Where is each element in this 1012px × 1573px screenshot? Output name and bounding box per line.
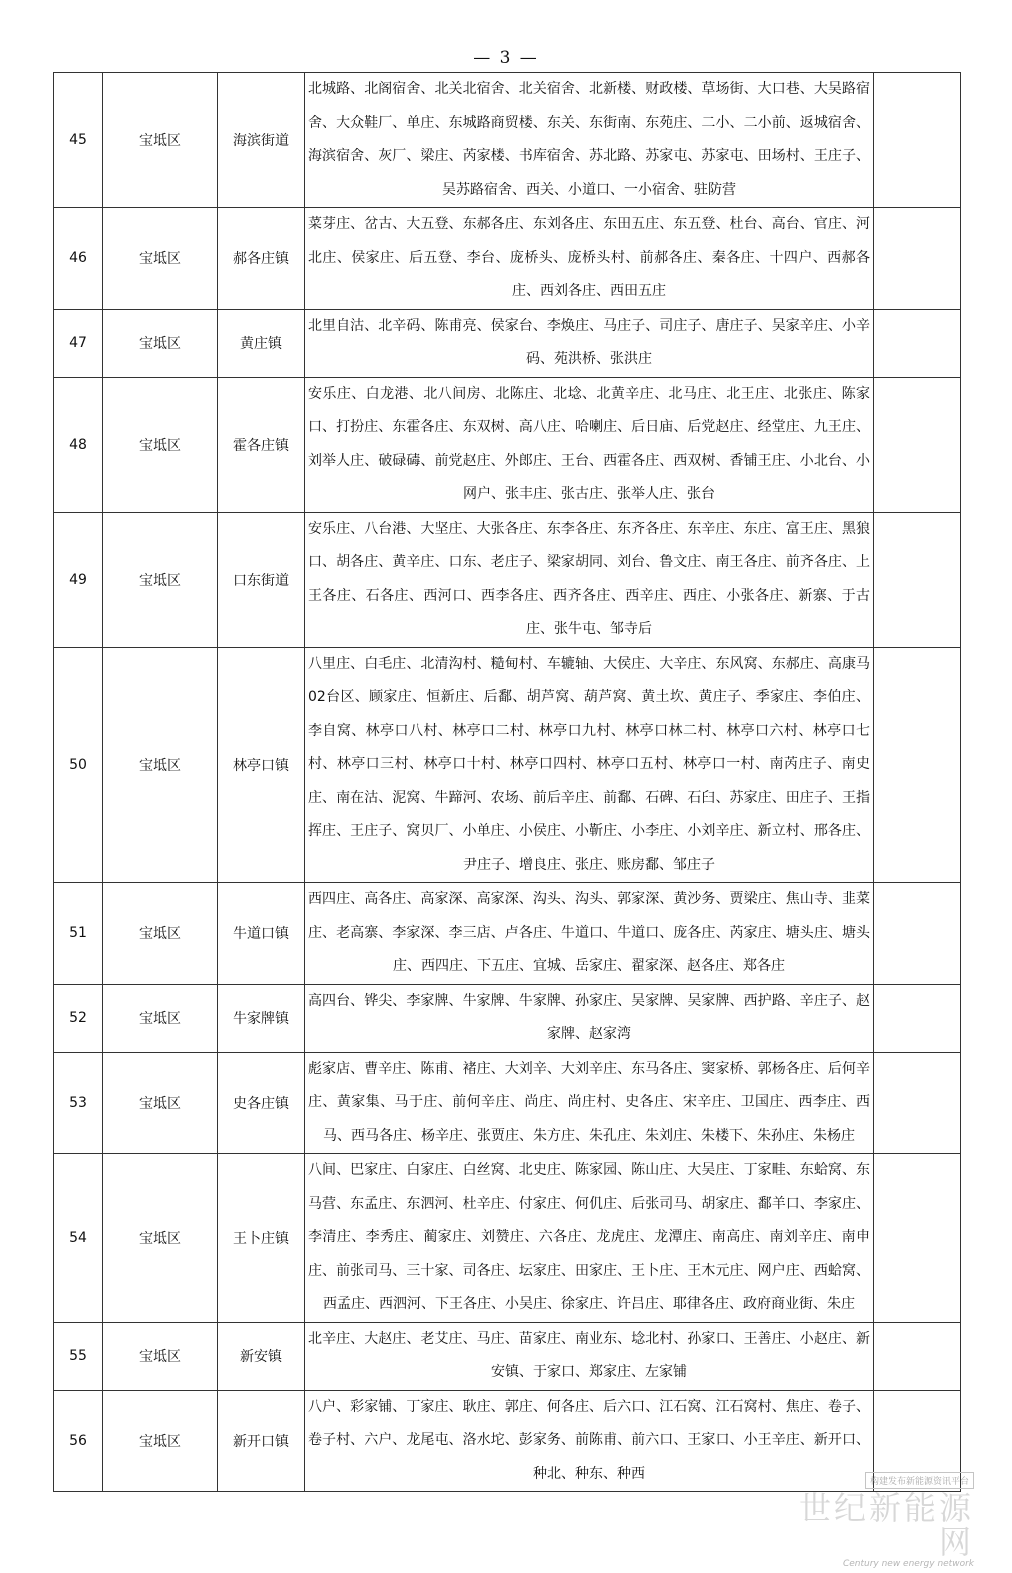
row-number: 48 [54, 377, 103, 512]
villages-cell: 高四台、铧尖、李家牌、牛家牌、牛家牌、孙家庄、吴家牌、吴家牌、西护路、辛庄子、赵家牌、赵家湾 [305, 984, 874, 1052]
remark-cell [874, 1052, 961, 1154]
district-cell: 宝坻区 [103, 1154, 218, 1323]
town-cell: 林亭口镇 [218, 647, 305, 883]
town-cell: 海滨街道 [218, 73, 305, 208]
table-row [54, 512, 961, 647]
town-cell: 黄庄镇 [218, 309, 305, 377]
table-row [54, 309, 961, 377]
town-cell: 霍各庄镇 [218, 377, 305, 512]
row-number: 47 [54, 309, 103, 377]
district-cell: 宝坻区 [103, 984, 218, 1052]
table-row [54, 647, 961, 883]
district-cell: 宝坻区 [103, 883, 218, 985]
row-number: 53 [54, 1052, 103, 1154]
row-number: 46 [54, 208, 103, 310]
remark-cell [874, 377, 961, 512]
table-row [54, 1154, 961, 1323]
page-number: — 3 — [473, 48, 539, 68]
remark-cell [874, 984, 961, 1052]
row-number: 54 [54, 1154, 103, 1323]
district-cell: 宝坻区 [103, 309, 218, 377]
remark-cell [874, 73, 961, 208]
watermark [774, 1469, 974, 1569]
table-row [54, 1322, 961, 1390]
town-cell: 新开口镇 [218, 1390, 305, 1492]
table-row [54, 377, 961, 512]
town-cell: 新安镇 [218, 1322, 305, 1390]
villages-cell: 北辛庄、大赵庄、老艾庄、马庄、苗家庄、南业东、埝北村、孙家口、王善庄、小赵庄、新安镇、于家口、郑家庄、左家铺 [305, 1322, 874, 1390]
table-row [54, 73, 961, 208]
villages-cell: 北城路、北阁宿舍、北关北宿舍、北关宿舍、北新楼、财政楼、草场街、大口巷、大吴路宿舍、大众鞋厂、单庄、东城路商贸楼、东关、东街南、东苑庄、二小、二小前、返城宿舍、海滨宿舍、灰厂、梁庄、芮家楼、书库宿舍、苏北路、苏家屯、苏家屯、田场村、王庄子、吴苏路宿舍、西关、小道口、一小宿舍、驻防营 [305, 73, 874, 208]
town-cell: 史各庄镇 [218, 1052, 305, 1154]
row-number: 49 [54, 512, 103, 647]
town-cell: 王卜庄镇 [218, 1154, 305, 1323]
watermark-logo-text: 世纪新能源网 [798, 1489, 974, 1561]
row-number: 51 [54, 883, 103, 985]
table-row [54, 984, 961, 1052]
town-cell: 郝各庄镇 [218, 208, 305, 310]
district-cell: 宝坻区 [103, 1052, 218, 1154]
district-cell: 宝坻区 [103, 208, 218, 310]
villages-cell: 彪家店、曹辛庄、陈甫、褚庄、大刘辛、大刘辛庄、东马各庄、窦家桥、郭杨各庄、后何辛庄、黄家集、马于庄、前何辛庄、尚庄、尚庄村、史各庄、宋辛庄、卫国庄、西李庄、西马、西马各庄、杨辛庄、张贾庄、朱方庄、朱孔庄、朱刘庄、朱楼下、朱孙庄、朱杨庄 [305, 1052, 874, 1154]
villages-cell: 安乐庄、八台港、大坚庄、大张各庄、东李各庄、东齐各庄、东辛庄、东庄、富王庄、黑狼口、胡各庄、黄辛庄、口东、老庄子、梁家胡同、刘台、鲁文庄、南王各庄、前齐各庄、上王各庄、石各庄、西河口、西李各庄、西齐各庄、西辛庄、西庄、小张各庄、新寨、于古庄、张牛屯、邹寺后 [305, 512, 874, 647]
district-cell: 宝坻区 [103, 1390, 218, 1492]
row-number: 50 [54, 647, 103, 883]
villages-cell: 菜芽庄、岔古、大五登、东郝各庄、东刘各庄、东田五庄、东五登、杜台、高台、官庄、河北庄、侯家庄、后五登、李台、庞桥头、庞桥头村、前郝各庄、秦各庄、十四户、西郝各庄、西刘各庄、西田五庄 [305, 208, 874, 310]
villages-cell: 八里庄、白毛庄、北清沟村、糙甸村、车辘轴、大侯庄、大辛庄、东风窝、东郝庄、高康马02台区、顾家庄、恒新庄、后鄱、胡芦窝、葫芦窝、黄土坎、黄庄子、季家庄、李伯庄、李自窝、林亭口八村、林亭口二村、林亭口九村、林亭口林二村、林亭口六村、林亭口七村、林亭口三村、林亭口十村、林亭口四村、林亭口五村、林亭口一村、南芮庄子、南史庄、南在沽、泥窝、牛蹄河、农场、前后辛庄、前鄱、石碑、石臼、苏家庄、田庄子、王指挥庄、王庄子、窝贝厂、小单庄、小侯庄、小靳庄、小李庄、小刘辛庄、新立村、邢各庄、尹庄子、增良庄、张庄、账房鄱、邹庄子 [305, 647, 874, 883]
villages-cell: 八间、巴家庄、白家庄、白丝窝、北史庄、陈家园、陈山庄、大吴庄、丁家畦、东蛤窝、东马营、东孟庄、东泗河、杜辛庄、付家庄、何仉庄、后张司马、胡家庄、鄱羊口、李家庄、李清庄、李秀庄、蔺家庄、刘赞庄、六各庄、龙虎庄、龙潭庄、南高庄、南刘辛庄、南申庄、前张司马、三十家、司各庄、坛家庄、田家庄、王卜庄、王木元庄、网户庄、西蛤窝、西孟庄、西泗河、下王各庄、小吴庄、徐家庄、许吕庄、耶律各庄、政府商业街、朱庄 [305, 1154, 874, 1323]
village-table [53, 72, 961, 1492]
table-row [54, 1052, 961, 1154]
remark-cell [874, 883, 961, 985]
district-cell: 宝坻区 [103, 512, 218, 647]
row-number: 45 [54, 73, 103, 208]
row-number: 56 [54, 1390, 103, 1492]
villages-cell: 八户、彩家铺、丁家庄、耿庄、郭庄、何各庄、后六口、江石窝、江石窝村、焦庄、卷子、卷子村、六户、龙尾屯、洛水坨、彭家务、前陈甫、前六口、王家口、小王辛庄、新开口、种北、种东、种西 [305, 1390, 874, 1492]
district-cell: 宝坻区 [103, 647, 218, 883]
remark-cell [874, 1154, 961, 1323]
remark-cell [874, 309, 961, 377]
remark-cell [874, 512, 961, 647]
table-row [54, 883, 961, 985]
table-row [54, 208, 961, 310]
villages-cell: 安乐庄、白龙港、北八间房、北陈庄、北埝、北黄辛庄、北马庄、北王庄、北张庄、陈家口、打扮庄、东霍各庄、东双树、高八庄、哈喇庄、后日庙、后党赵庄、经堂庄、九王庄、刘举人庄、破碌碡、前党赵庄、外郎庄、王台、西霍各庄、西双树、香铺王庄、小北台、小网户、张丰庄、张古庄、张举人庄、张台 [305, 377, 874, 512]
town-cell: 口东街道 [218, 512, 305, 647]
row-number: 55 [54, 1322, 103, 1390]
watermark-english: Century new energy network [842, 1559, 974, 1569]
villages-cell: 北里自沽、北辛码、陈甫亮、侯家台、李焕庄、马庄子、司庄子、唐庄子、吴家辛庄、小辛码、苑洪桥、张洪庄 [305, 309, 874, 377]
remark-cell [874, 647, 961, 883]
town-cell: 牛家牌镇 [218, 984, 305, 1052]
district-cell: 宝坻区 [103, 1322, 218, 1390]
remark-cell [874, 208, 961, 310]
district-cell: 宝坻区 [103, 73, 218, 208]
watermark-tagline: 构建发布新能源资讯平台 [865, 1472, 974, 1489]
district-cell: 宝坻区 [103, 377, 218, 512]
town-cell: 牛道口镇 [218, 883, 305, 985]
villages-cell: 西四庄、高各庄、高家深、高家深、沟头、沟头、郭家深、黄沙务、贾梁庄、焦山寺、韭菜庄、老高寨、李家深、李三店、卢各庄、牛道口、牛道口、庞各庄、芮家庄、塘头庄、塘头庄、西四庄、下五庄、宜城、岳家庄、翟家深、赵各庄、郑各庄 [305, 883, 874, 985]
remark-cell [874, 1322, 961, 1390]
row-number: 52 [54, 984, 103, 1052]
